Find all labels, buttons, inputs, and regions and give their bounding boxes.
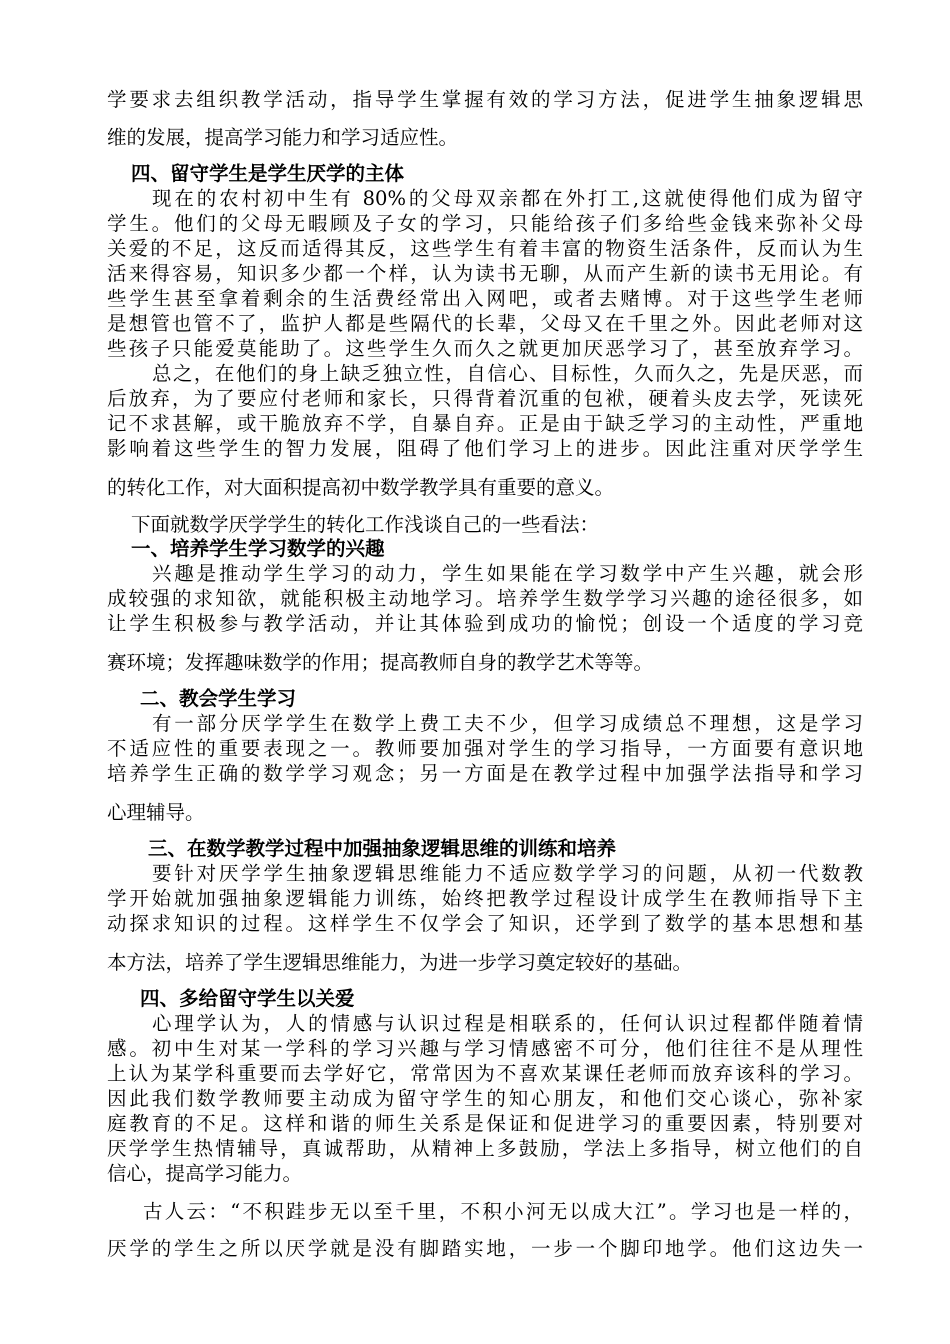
part2-line-3: 培养学生正确的数学学习观念；另一方面是在教学过程中加强学法指导和学习	[107, 762, 863, 785]
part2-heading: 二、教会学生学习	[140, 687, 297, 710]
part4-line-7: 信心，提高学习能力。	[107, 1162, 303, 1185]
intro-line-2: 维的发展，提高学习能力和学习适应性。	[107, 126, 459, 149]
part4-line-2: 感。初中生对某一学科的学习兴趣与学习情感密不可分，他们往往不是从理性	[107, 1037, 863, 1060]
part4-line-3: 上认为某学科重要而去学好它，常常因为不喜欢某课任老师而放弃该科的学习。	[107, 1062, 863, 1085]
closing-line-1: 古人云：“不积跬步无以至千里，不积小河无以成大江”。学习也是一样的，	[143, 1200, 863, 1223]
section4-line-2: 学生。他们的父母无暇顾及子女的学习，只能给孩子们多给些金钱来弥补父母	[107, 212, 863, 235]
part2-line-4: 心理辅导。	[107, 801, 205, 824]
part3-heading: 三、在数学教学过程中加强抽象逻辑思维的训练和培养	[148, 837, 617, 860]
part4-line-1: 心理学认为，人的情感与认识过程是相联系的，任何认识过程都伴随着情	[152, 1012, 863, 1035]
transition-line: 下面就数学厌学学生的转化工作浅谈自己的一些看法：	[131, 513, 600, 536]
section4-line-4: 活来得容易，知识多少都一个样，认为读书无聊，从而产生新的读书无用论。有	[107, 262, 863, 285]
summary-line-5: 的转化工作，对大面积提高初中数学教学具有重要的意义。	[107, 476, 615, 499]
part3-line-3: 动探求知识的过程。这样学生不仅学会了知识，还学到了数学的基本思想和基	[107, 912, 863, 935]
part2-line-1: 有一部分厌学学生在数学上费工夫不少，但学习成绩总不理想，这是学习	[152, 712, 863, 735]
part1-line-4: 赛环境；发挥趣味数学的作用；提高教师自身的教学艺术等等。	[107, 651, 654, 674]
part2-line-2: 不适应性的重要表现之一。教师要加强对学生的学习指导，一方面要有意识地	[107, 737, 863, 760]
part4-line-4: 因此我们数学教师要主动成为留守学生的知心朋友，和他们交心谈心，弥补家	[107, 1087, 863, 1110]
section4-line-6: 是想管也管不了，监护人都是些隔代的长辈，父母又在千里之外。因此老师对这	[107, 312, 863, 335]
section4-line-3: 关爱的不足，这反而适得其反，这些学生有着丰富的物资生活条件，反而认为生	[107, 237, 863, 260]
summary-line-1: 总之，在他们的身上缺乏独立性，自信心、目标性，久而久之，先是厌恶，而	[152, 362, 863, 385]
section4-heading: 四、留守学生是学生厌学的主体	[131, 162, 405, 185]
part3-line-4: 本方法，培养了学生逻辑思维能力，为进一步学习奠定较好的基础。	[107, 951, 693, 974]
summary-line-4: 影响着这些学生的智力发展，阻碍了他们学习上的进步。因此注重对厌学学生	[107, 437, 863, 460]
closing-line-2: 厌学的学生之所以厌学就是没有脚踏实地，一步一个脚印地学。他们这边失一	[107, 1237, 863, 1260]
section4-line-7: 些孩子只能爱莫能助了。这些学生久而久之就更加厌恶学习了，甚至放弃学习。	[107, 337, 863, 360]
part3-line-1: 要针对厌学学生抽象逻辑思维能力不适应数学学习的问题，从初一代数教	[152, 862, 863, 885]
summary-line-2: 后放弃，为了要应付老师和家长，只得背着沉重的包袱，硬着头皮去学，死读死	[107, 387, 863, 410]
part1-heading: 一、培养学生学习数学的兴趣	[131, 537, 385, 560]
section4-line-5: 些学生甚至拿着剩余的生活费经常出入网吧，或者去赌博。对于这些学生老师	[107, 287, 863, 310]
part4-heading: 四、多给留守学生以关爱	[140, 987, 355, 1010]
part1-line-3: 让学生积极参与教学活动，并让其体验到成功的愉悦；创设一个适度的学习竞	[107, 612, 863, 635]
part1-line-2: 成较强的求知欲，就能积极主动地学习。培养学生数学学习兴趣的途径很多，如	[107, 587, 863, 610]
part3-line-2: 学开始就加强抽象逻辑能力训练，始终把教学过程设计成学生在教师指导下主	[107, 887, 863, 910]
intro-line-1: 学要求去组织教学活动，指导学生掌握有效的学习方法，促进学生抽象逻辑思	[107, 88, 863, 111]
part4-line-5: 庭教育的不足。这样和谐的师生关系是保证和促进学习的重要因素，特别要对	[107, 1112, 863, 1135]
summary-line-3: 记不求甚解，或干脆放弃不学，自暴自弃。正是由于缺乏学习的主动性，严重地	[107, 412, 863, 435]
part4-line-6: 厌学学生热情辅导，真诚帮助，从精神上多鼓励，学法上多指导，树立他们的自	[107, 1137, 863, 1160]
section4-line-1: 现在的农村初中生有 80%的父母双亲都在外打工,这就使得他们成为留守	[152, 187, 863, 210]
part1-line-1: 兴趣是推动学生学习的动力，学生如果能在学习数学中产生兴趣，就会形	[152, 562, 863, 585]
